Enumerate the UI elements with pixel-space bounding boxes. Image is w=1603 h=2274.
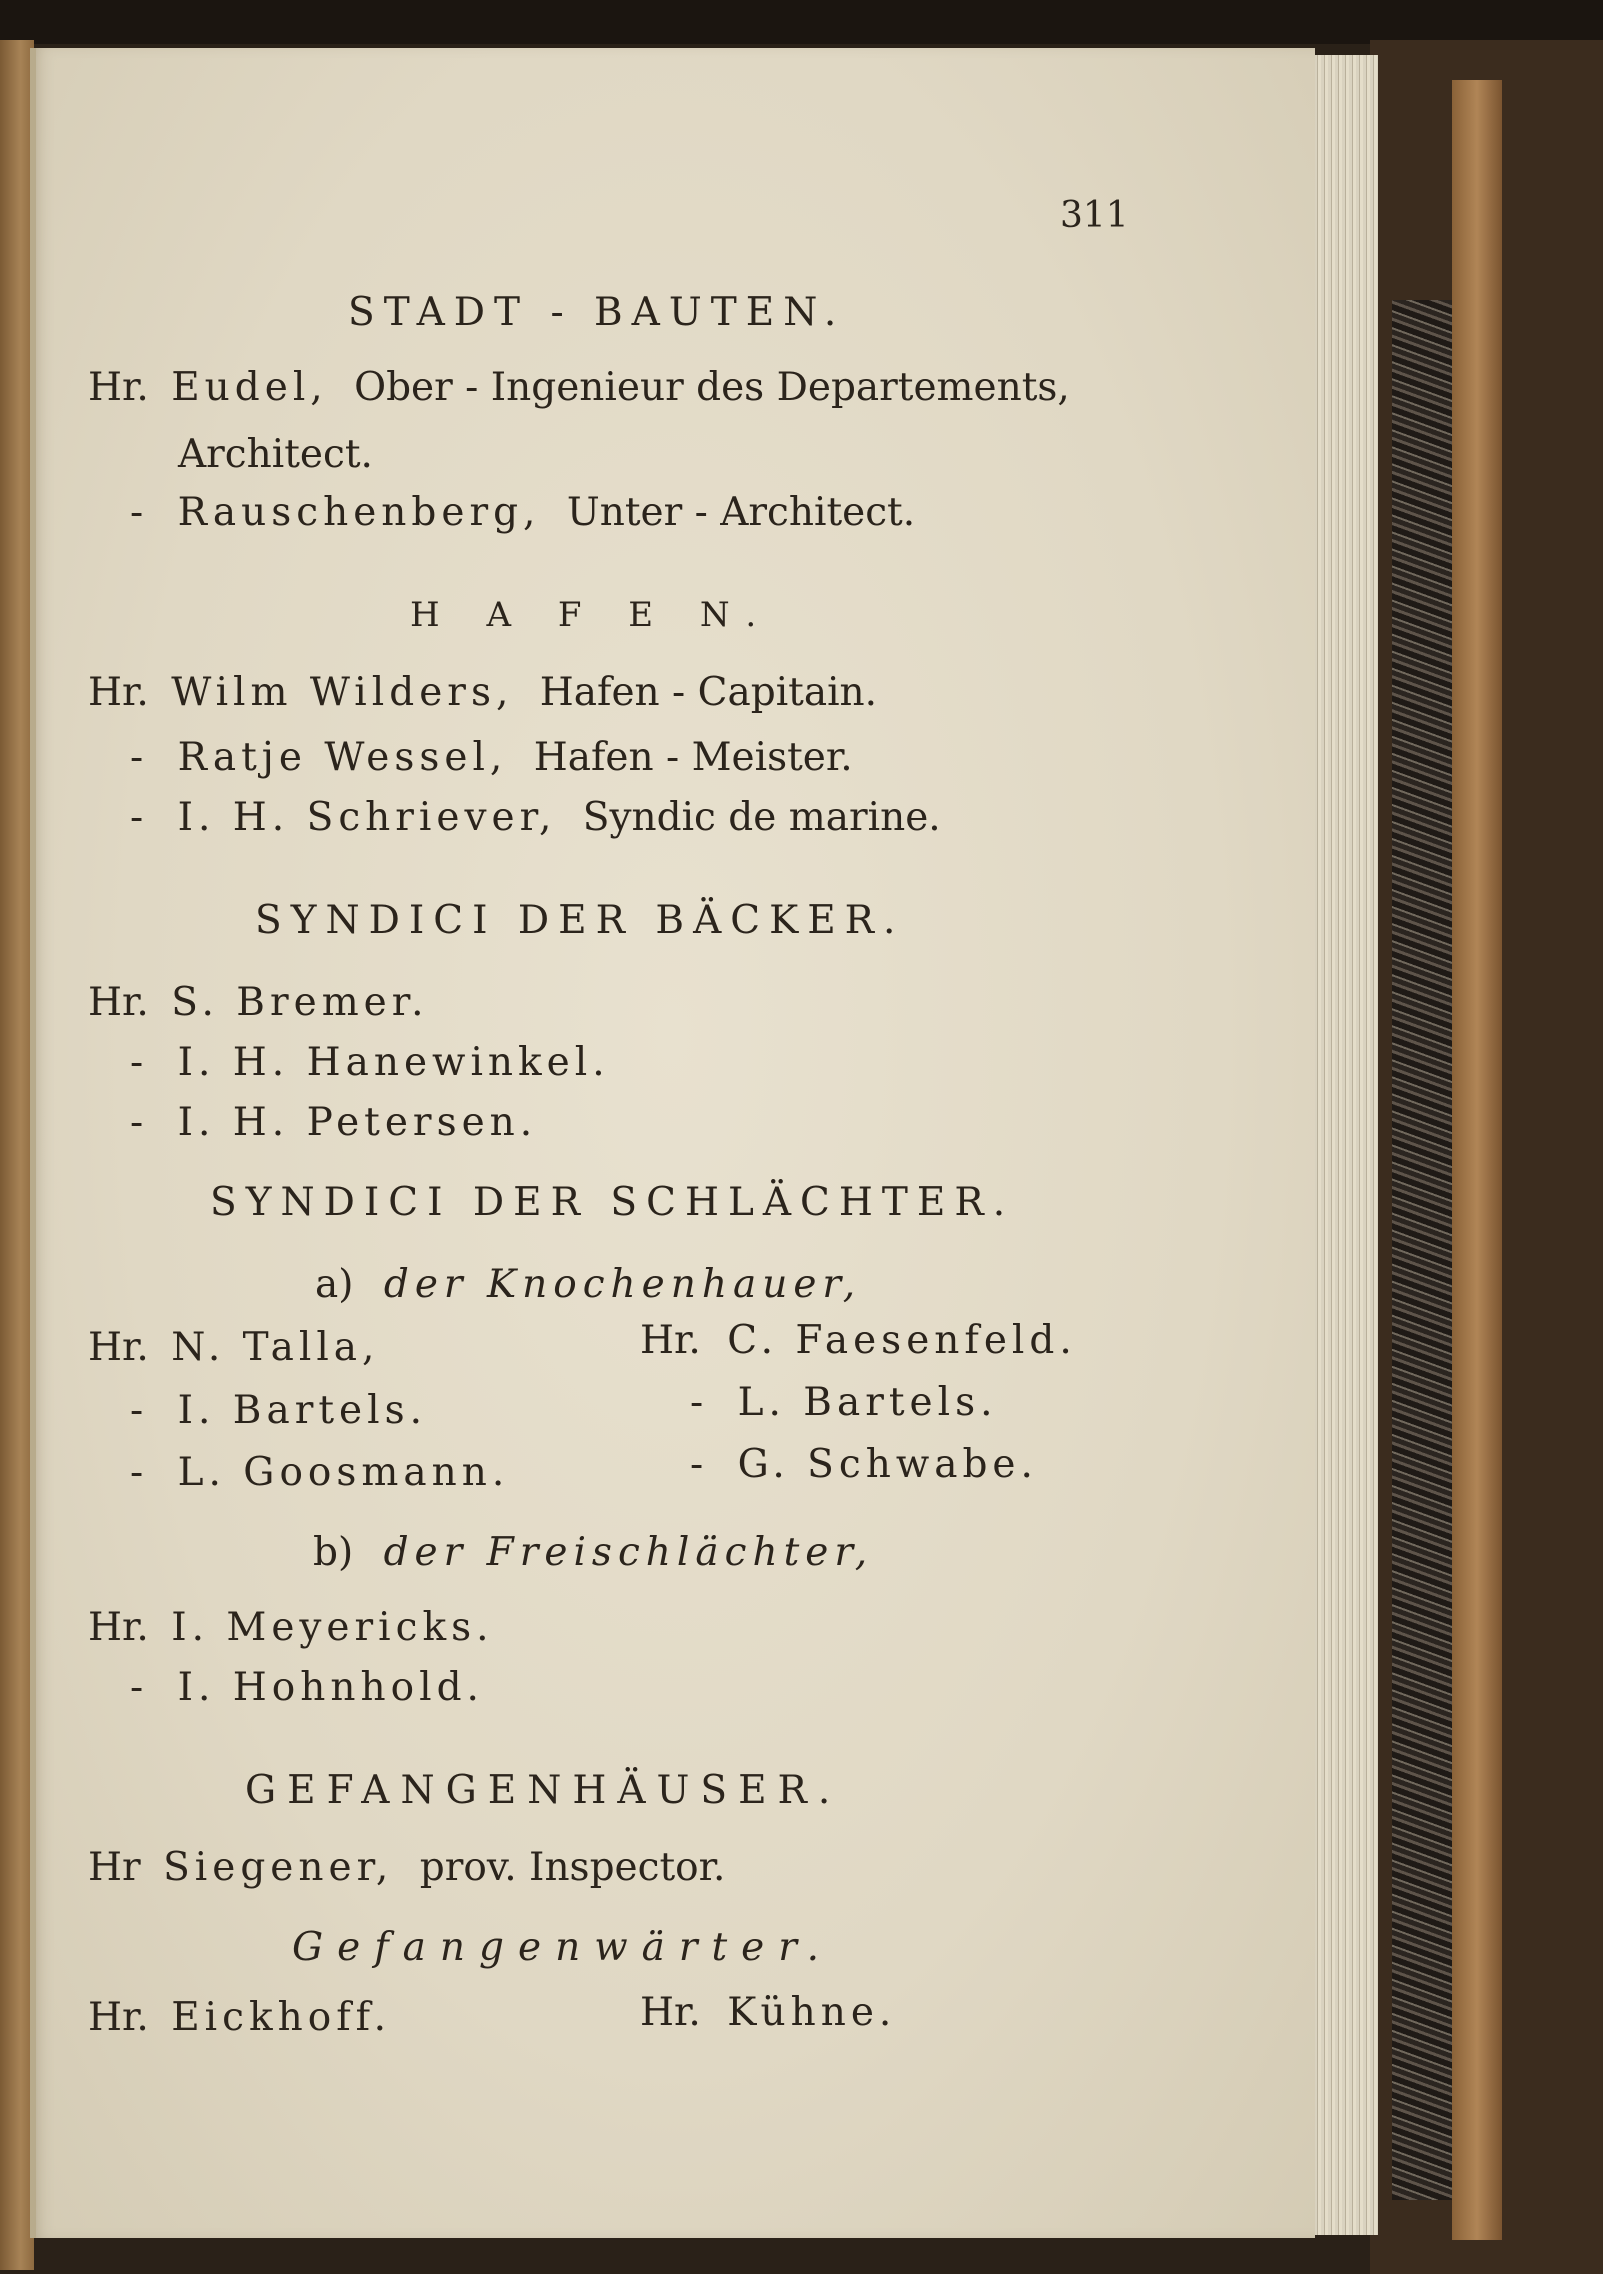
subheading-b (313, 1530, 873, 1575)
entry-line (88, 365, 1070, 410)
entry-name: L. Goosmann. (177, 1450, 510, 1495)
entry-name: I. Hohnhold. (177, 1665, 484, 1710)
marbled-edge (1392, 300, 1452, 2200)
entry-name: Eickhoff. (171, 1995, 392, 2040)
entry-line (130, 1388, 427, 1433)
entry-name: S. Bremer. (171, 980, 429, 1025)
entry-line-continued: Architect. (178, 432, 373, 477)
subheading-title: der Knochenhauer, (383, 1262, 862, 1307)
entry-prefix: - (130, 1388, 144, 1433)
entry-prefix: Hr. (88, 1325, 149, 1370)
page-number: 311 (1060, 195, 1129, 236)
entry-name: Rauschenberg, (177, 490, 541, 535)
entry-name: C. Faesenfeld. (727, 1318, 1077, 1363)
entry-title: Hafen - Capitain. (539, 670, 878, 715)
entry-title: Unter - Architect. (566, 490, 916, 535)
entry-title: Syndic de marine. (582, 795, 941, 840)
entry-line (88, 1325, 379, 1370)
entry-prefix: Hr. (88, 670, 149, 715)
entry-prefix: - (130, 1665, 144, 1710)
entry-prefix: - (130, 795, 144, 840)
entry-prefix: - (130, 1100, 144, 1145)
entry-name: Ratje Wessel, (177, 735, 508, 780)
entry-line (88, 1995, 391, 2040)
entry-line (130, 735, 853, 780)
entry-line (88, 1845, 725, 1890)
entry-line (130, 795, 941, 840)
entry-line (130, 1450, 509, 1495)
subheading-label: a) (315, 1262, 354, 1307)
entry-name: I. Bartels. (177, 1388, 427, 1433)
entry-title: prov. Inspector. (419, 1845, 726, 1890)
section-heading-hafen: H A F E N. (410, 595, 775, 635)
entry-name: I. H. Hanewinkel. (177, 1040, 610, 1085)
entry-prefix: Hr. (640, 1318, 701, 1363)
entry-prefix: Hr. (88, 980, 149, 1025)
subheading-gefangenwaerter: Gefangenwärter. (292, 1925, 833, 1970)
entry-prefix: Hr. (88, 1605, 149, 1650)
entry-title: Ober - Ingenieur des Departements, (354, 365, 1070, 410)
entry-name: N. Talla, (171, 1325, 380, 1370)
leather-binding (1452, 80, 1502, 2240)
entry-line (130, 1100, 537, 1145)
entry-prefix: - (130, 735, 144, 780)
subheading-label: b) (313, 1530, 354, 1575)
entry-name: I. H. Petersen. (177, 1100, 538, 1145)
entry-name: Kühne. (727, 1990, 897, 2035)
entry-line (88, 1605, 494, 1650)
subheading-title: der Freischlächter, (383, 1530, 874, 1575)
entry-line (130, 1040, 610, 1085)
entry-name: Eudel, (171, 365, 328, 410)
entry-prefix: Hr. (640, 1990, 701, 2035)
entry-name: G. Schwabe. (737, 1442, 1038, 1487)
section-heading-gefangenhaeuser: GEFANGENHÄUSER. (245, 1768, 842, 1813)
entry-line (690, 1442, 1038, 1487)
entry-title: Hafen - Meister. (533, 735, 853, 780)
entry-name: L. Bartels. (737, 1380, 998, 1425)
entry-prefix: - (690, 1442, 704, 1487)
entry-prefix: Hr. (88, 365, 149, 410)
entry-prefix: - (130, 1040, 144, 1085)
book-cover-left (0, 40, 34, 2270)
book-top-shadow (0, 0, 1603, 44)
entry-line (640, 1318, 1077, 1363)
entry-name: I. Meyericks. (171, 1605, 494, 1650)
entry-line (88, 670, 877, 715)
entry-prefix: - (690, 1380, 704, 1425)
entry-prefix: - (130, 490, 144, 535)
entry-prefix: - (130, 1450, 144, 1495)
entry-name: Siegener, (163, 1845, 394, 1890)
entry-prefix: Hr (88, 1845, 141, 1890)
entry-line (130, 490, 915, 535)
entry-name: Wilm Wilders, (171, 670, 514, 715)
entry-prefix: Hr. (88, 1995, 149, 2040)
entry-line (130, 1665, 484, 1710)
entry-line (88, 980, 429, 1025)
section-heading-stadt-bauten: STADT - BAUTEN. (348, 290, 846, 335)
entry-name: I. H. Schriever, (177, 795, 557, 840)
subheading-a (315, 1262, 861, 1307)
section-heading-baecker: SYNDICI DER BÄCKER. (255, 898, 905, 943)
page-gutter (30, 48, 36, 2238)
entry-line (690, 1380, 997, 1425)
entry-line (640, 1990, 896, 2035)
section-heading-schlaechter: SYNDICI DER SCHLÄCHTER. (210, 1180, 1015, 1225)
